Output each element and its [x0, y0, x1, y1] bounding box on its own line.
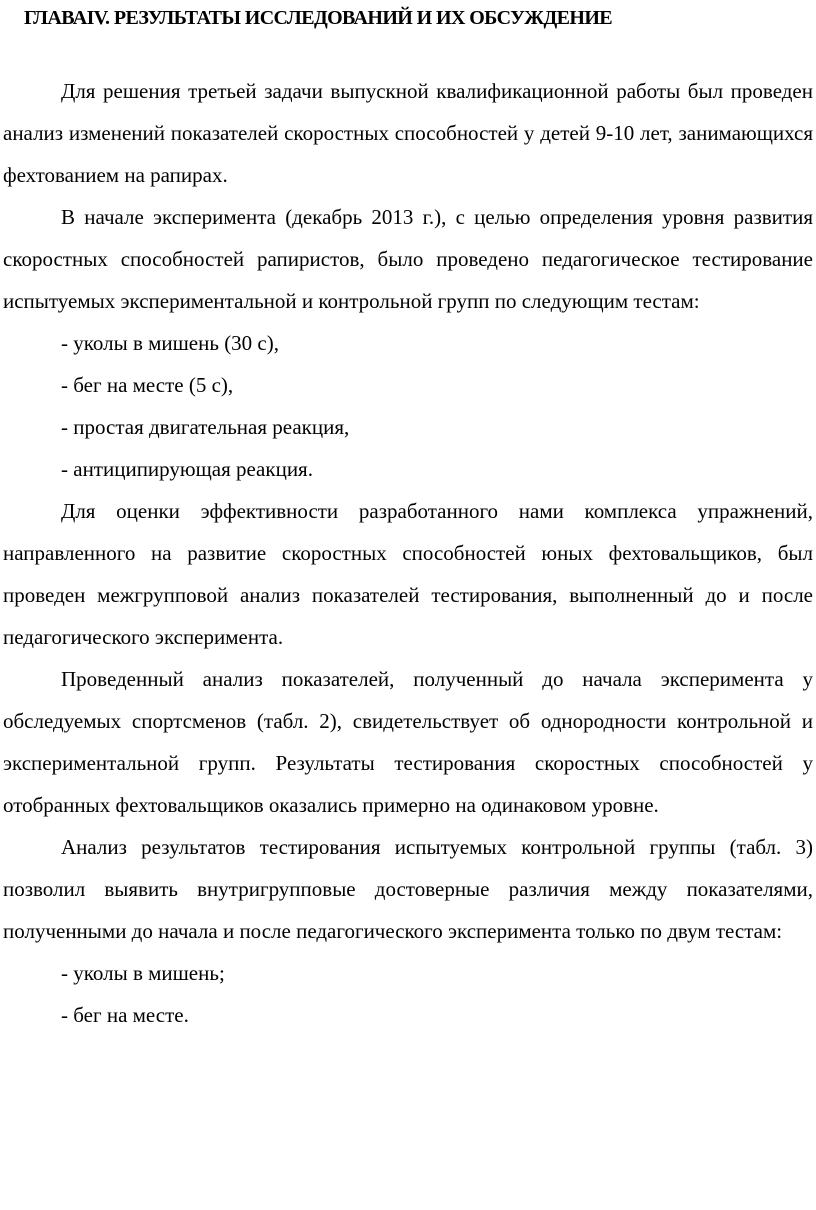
- list-item: - антиципирующая реакция.: [61, 457, 313, 481]
- chapter-title: ГЛАВАIV. РЕЗУЛЬТАТЫ ИССЛЕДОВАНИЙ И ИХ ОБСУЖДЕНИЕ: [24, 7, 613, 29]
- paragraph-baseline-analysis: Проведенный анализ показателей, полученный до начала эксперимента у обследуемых спортсменов (табл. 2), свидетельствует об однородности контрольной и экспериментальной групп. Результаты тестирования скоростных способностей у отобранных фехтовальщиков оказались примерно на одинаковом уровне.: [3, 667, 813, 817]
- paragraph-task-intro: Для решения третьей задачи выпускной квалификационной работы был проведен анализ изменений показателей скоростных способностей у детей 9-10 лет, занимающихся фехтованием на рапирах.: [3, 79, 813, 187]
- list-item: - уколы в мишень;: [61, 961, 225, 985]
- list-item: - бег на месте (5 с),: [61, 373, 234, 397]
- list-item: - уколы в мишень (30 с),: [61, 331, 279, 355]
- paragraph-effectiveness: Для оценки эффективности разработанного нами комплекса упражнений, направленного на развитие скоростных способностей юных фехтовальщиков, был проведен межгрупповой анализ показателей тестирования, выполненный до и после педагогического эксперимента.: [3, 499, 813, 649]
- list-item: - бег на месте.: [61, 1003, 189, 1027]
- paragraph-control-group: Анализ результатов тестирования испытуемых контрольной группы (табл. 3) позволил выявить внутригрупповые достоверные различия между показателями, полученными до начала и после педагогического эксперимента только по двум тестам:: [3, 835, 813, 943]
- list-item: - простая двигательная реакция,: [61, 415, 350, 439]
- paragraph-experiment-start: В начале эксперимента (декабрь 2013 г.), с целью определения уровня развития скоростных способностей рапиристов, было проведено педагогическое тестирование испытуемых экспериментальной и контрольной групп по следующим тестам:: [3, 205, 813, 313]
